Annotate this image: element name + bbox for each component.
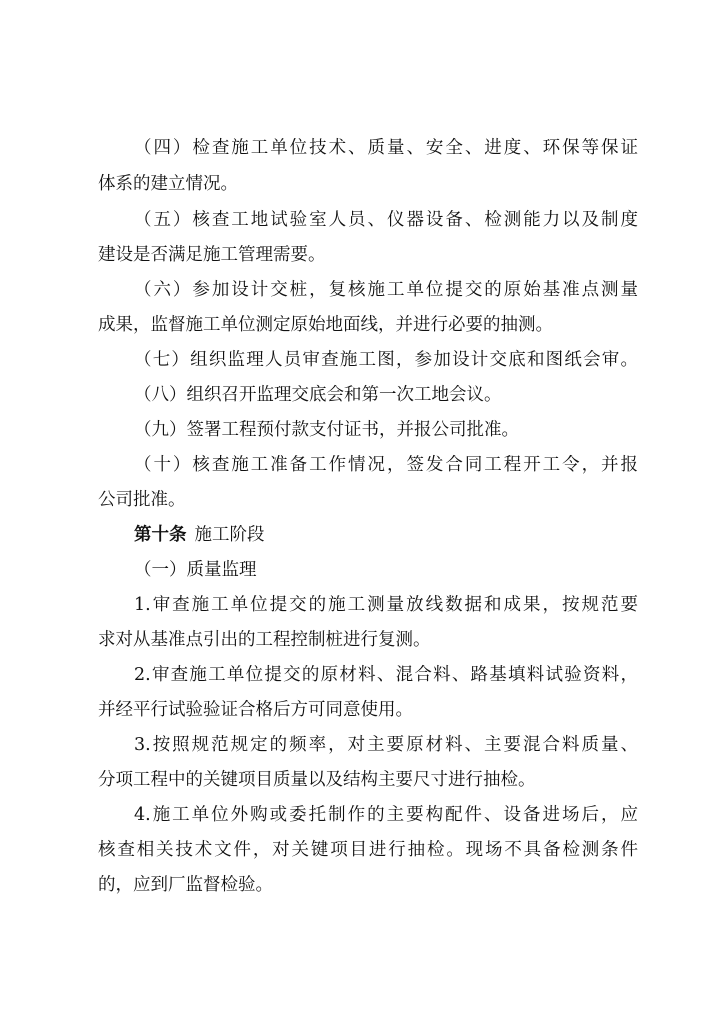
paragraph-line: （六）参加设计交桩，复核施工单位提交的原始基准点测量 bbox=[134, 280, 638, 300]
paragraph-line: （十）核查施工准备工作情况，签发合同工程开工令，并报 bbox=[134, 455, 638, 475]
paragraph-line: 建设是否满足施工管理需要。 bbox=[98, 245, 326, 265]
section-heading: （一）质量监理 bbox=[134, 560, 257, 580]
paragraph-line: （四）检查施工单位技术、质量、安全、进度、环保等保证 bbox=[134, 138, 638, 158]
paragraph-line: （八）组织召开监理交底会和第一次工地会议。 bbox=[134, 385, 502, 405]
paragraph-line: 并经平行试验验证合格后方可同意使用。 bbox=[98, 700, 413, 720]
article-title: 施工阶段 bbox=[194, 525, 265, 545]
paragraph-line: 1.审查施工单位提交的施工测量放线数据和成果，按规范要 bbox=[134, 595, 638, 615]
paragraph-line: （七）组织监理人员审查施工图，参加设计交底和图纸会审。 bbox=[134, 350, 638, 370]
paragraph-line: 公司批准。 bbox=[98, 490, 186, 510]
paragraph-line: （五）核查工地试验室人员、仪器设备、检测能力以及制度 bbox=[134, 210, 638, 230]
paragraph-line: 3.按照规范规定的频率，对主要原材料、主要混合料质量、 bbox=[134, 735, 638, 755]
article-number: 第十条 bbox=[134, 525, 187, 545]
paragraph-line: （九）签署工程预付款支付证书，并报公司批准。 bbox=[134, 420, 519, 440]
paragraph-line: 体系的建立情况。 bbox=[98, 174, 238, 194]
paragraph-line: 的，应到厂监督检验。 bbox=[98, 875, 273, 895]
paragraph-line: 分项工程中的关键项目质量以及结构主要尺寸进行抽检。 bbox=[98, 770, 536, 790]
paragraph-line: 4.施工单位外购或委托制作的主要构配件、设备进场后，应 bbox=[134, 805, 638, 825]
paragraph-line: 求对从基准点引出的工程控制桩进行复测。 bbox=[98, 630, 431, 650]
article-heading bbox=[134, 523, 638, 547]
paragraph-line: 核查相关技术文件，对关键项目进行抽检。现场不具备检测条件 bbox=[98, 840, 638, 860]
paragraph-line: 成果，监督施工单位测定原始地面线，并进行必要的抽测。 bbox=[98, 315, 553, 335]
paragraph-line: 2.审查施工单位提交的原材料、混合料、路基填料试验资料， bbox=[134, 665, 638, 685]
